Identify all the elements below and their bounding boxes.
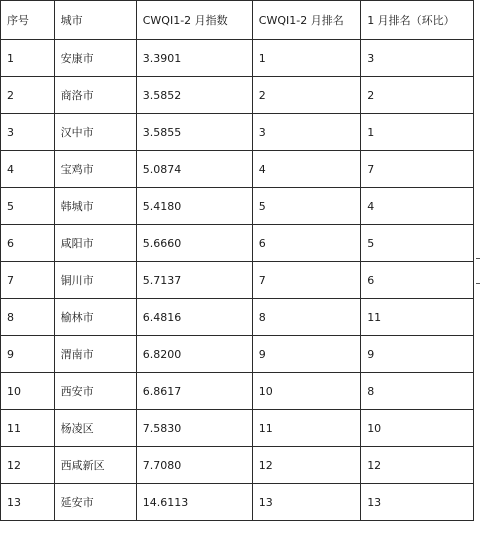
edge-tick-mark — [476, 258, 480, 259]
table-row — [1, 447, 474, 484]
cell-cwqi-rank: 11 — [252, 410, 360, 447]
cell-january-rank: 2 — [361, 77, 474, 114]
cell-cwqi-index: 7.5830 — [136, 410, 252, 447]
cell-cwqi-index: 6.4816 — [136, 299, 252, 336]
cell-january-rank: 11 — [361, 299, 474, 336]
cell-cwqi-rank: 8 — [252, 299, 360, 336]
header-january-rank: 1 月排名（环比） — [361, 1, 474, 40]
table-row — [1, 410, 474, 447]
cell-cwqi-rank: 7 — [252, 262, 360, 299]
cell-cwqi-index: 3.5852 — [136, 77, 252, 114]
cell-cwqi-index: 5.6660 — [136, 225, 252, 262]
cell-january-rank: 12 — [361, 447, 474, 484]
cell-january-rank: 7 — [361, 151, 474, 188]
header-cwqi-index: CWQI1-2 月指数 — [136, 1, 252, 40]
cell-city: 杨凌区 — [54, 410, 136, 447]
cell-index: 6 — [1, 225, 55, 262]
cell-cwqi-rank: 4 — [252, 151, 360, 188]
table-row — [1, 188, 474, 225]
cell-cwqi-index: 6.8617 — [136, 373, 252, 410]
table-row — [1, 299, 474, 336]
cell-index: 11 — [1, 410, 55, 447]
table-row — [1, 336, 474, 373]
cell-cwqi-rank: 5 — [252, 188, 360, 225]
cell-cwqi-index: 5.7137 — [136, 262, 252, 299]
cell-city: 榆林市 — [54, 299, 136, 336]
cell-cwqi-index: 7.7080 — [136, 447, 252, 484]
cell-january-rank: 13 — [361, 484, 474, 521]
cell-cwqi-index: 6.8200 — [136, 336, 252, 373]
cell-city: 西安市 — [54, 373, 136, 410]
cell-cwqi-index: 5.4180 — [136, 188, 252, 225]
cell-index: 1 — [1, 40, 55, 77]
cell-index: 4 — [1, 151, 55, 188]
cell-cwqi-rank: 12 — [252, 447, 360, 484]
cell-cwqi-rank: 2 — [252, 77, 360, 114]
cell-index: 8 — [1, 299, 55, 336]
cell-index: 5 — [1, 188, 55, 225]
table-row — [1, 262, 474, 299]
cell-cwqi-rank: 13 — [252, 484, 360, 521]
table-row — [1, 151, 474, 188]
cell-january-rank: 10 — [361, 410, 474, 447]
edge-tick-mark — [476, 283, 480, 284]
cell-january-rank: 3 — [361, 40, 474, 77]
cell-january-rank: 5 — [361, 225, 474, 262]
cell-index: 13 — [1, 484, 55, 521]
cell-january-rank: 9 — [361, 336, 474, 373]
cell-city: 宝鸡市 — [54, 151, 136, 188]
header-cwqi-rank: CWQI1-2 月排名 — [252, 1, 360, 40]
cell-city: 汉中市 — [54, 114, 136, 151]
cell-city: 咸阳市 — [54, 225, 136, 262]
cell-city: 延安市 — [54, 484, 136, 521]
cell-cwqi-rank: 6 — [252, 225, 360, 262]
cell-city: 铜川市 — [54, 262, 136, 299]
cell-cwqi-rank: 1 — [252, 40, 360, 77]
cell-cwqi-index: 3.3901 — [136, 40, 252, 77]
cell-city: 商洛市 — [54, 77, 136, 114]
table-row — [1, 77, 474, 114]
header-index: 序号 — [1, 1, 55, 40]
cell-index: 10 — [1, 373, 55, 410]
cell-cwqi-index: 5.0874 — [136, 151, 252, 188]
cell-january-rank: 6 — [361, 262, 474, 299]
cell-index: 7 — [1, 262, 55, 299]
cell-index: 2 — [1, 77, 55, 114]
table-row — [1, 373, 474, 410]
cell-january-rank: 1 — [361, 114, 474, 151]
cell-city: 安康市 — [54, 40, 136, 77]
cell-city: 韩城市 — [54, 188, 136, 225]
cell-index: 12 — [1, 447, 55, 484]
cell-january-rank: 4 — [361, 188, 474, 225]
cell-cwqi-index: 3.5855 — [136, 114, 252, 151]
table-row — [1, 484, 474, 521]
cell-index: 3 — [1, 114, 55, 151]
cell-city: 西咸新区 — [54, 447, 136, 484]
cell-january-rank: 8 — [361, 373, 474, 410]
table-header-row — [1, 1, 474, 40]
cell-cwqi-index: 14.6113 — [136, 484, 252, 521]
table-row — [1, 114, 474, 151]
cell-cwqi-rank: 10 — [252, 373, 360, 410]
cell-index: 9 — [1, 336, 55, 373]
table-row — [1, 225, 474, 262]
header-city: 城市 — [54, 1, 136, 40]
cell-cwqi-rank: 9 — [252, 336, 360, 373]
table-row — [1, 40, 474, 77]
cell-city: 渭南市 — [54, 336, 136, 373]
cell-cwqi-rank: 3 — [252, 114, 360, 151]
